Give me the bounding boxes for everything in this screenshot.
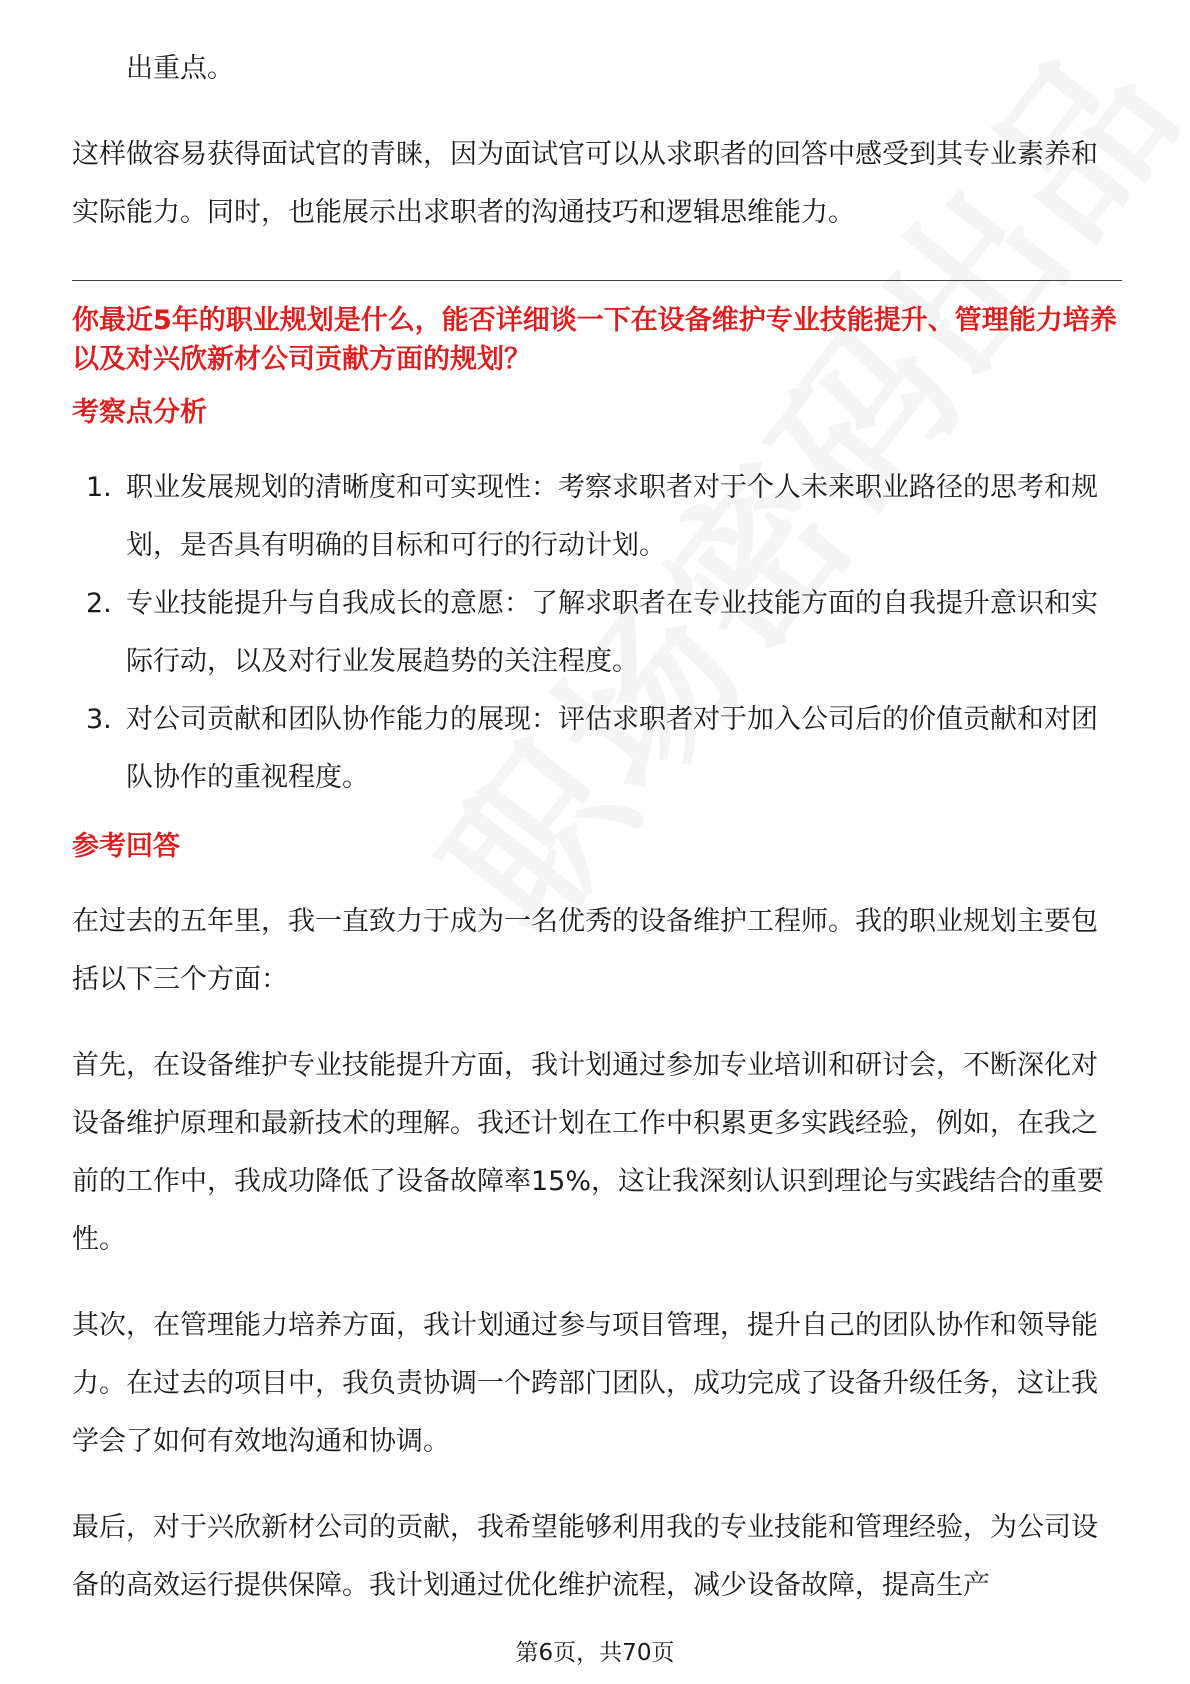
analysis-list	[72, 459, 1122, 807]
list-text: 职业发展规划的清晰度和可实现性：考察求职者对于个人未来职业路径的思考和规划，是否具有明确的目标和可行的行动计划。	[126, 472, 1098, 561]
page-content	[72, 40, 1122, 1615]
analysis-heading: 考察点分析	[72, 397, 207, 428]
intro-tail: 出重点。	[126, 53, 234, 84]
answer-heading: 参考回答	[72, 831, 180, 862]
question-title: 你最近5年的职业规划是什么，能否详细谈一下在设备维护专业技能提升、管理能力培养以及对兴欣新材公司贡献方面的规划？	[72, 305, 1117, 375]
list-number: 3.	[86, 704, 112, 735]
answer-paragraph: 在过去的五年里，我一直致力于成为一名优秀的设备维护工程师。我的职业规划主要包括以下三个方面：	[72, 906, 1098, 995]
answer-paragraph: 最后，对于兴欣新材公司的贡献，我希望能够利用我的专业技能和管理经验，为公司设备的高效运行提供保障。我计划通过优化维护流程，减少设备故障，提高生产	[72, 1512, 1098, 1601]
list-item	[72, 575, 1122, 691]
list-item	[72, 691, 1122, 807]
answer-paragraph: 其次，在管理能力培养方面，我计划通过参与项目管理，提升自己的团队协作和领导能力。在过去的项目中，我负责协调一个跨部门团队，成功完成了设备升级任务，这让我学会了如何有效地沟通和协调。	[72, 1310, 1098, 1457]
answer-paragraph: 首先，在设备维护专业技能提升方面，我计划通过参加专业培训和研讨会，不断深化对设备维护原理和最新技术的理解。我还计划在工作中积累更多实践经验，例如，在我之前的工作中，我成功降低了设备故障率15%，这让我深刻认识到理论与实践结合的重要性。	[72, 1050, 1105, 1255]
list-number: 1.	[86, 472, 112, 503]
list-text: 对公司贡献和团队协作能力的展现：评估求职者对于加入公司后的价值贡献和对团队协作的重视程度。	[126, 704, 1098, 793]
intro-paragraph: 这样做容易获得面试官的青睐，因为面试官可以从求职者的回答中感受到其专业素养和实际能力。同时，也能展示出求职者的沟通技巧和逻辑思维能力。	[72, 139, 1098, 228]
list-number: 2.	[86, 588, 112, 619]
list-item	[72, 459, 1122, 575]
page-number-footer: 第6页，共70页	[515, 1640, 675, 1666]
list-text: 专业技能提升与自我成长的意愿：了解求职者在专业技能方面的自我提升意识和实际行动，以及对行业发展趋势的关注程度。	[126, 588, 1098, 677]
